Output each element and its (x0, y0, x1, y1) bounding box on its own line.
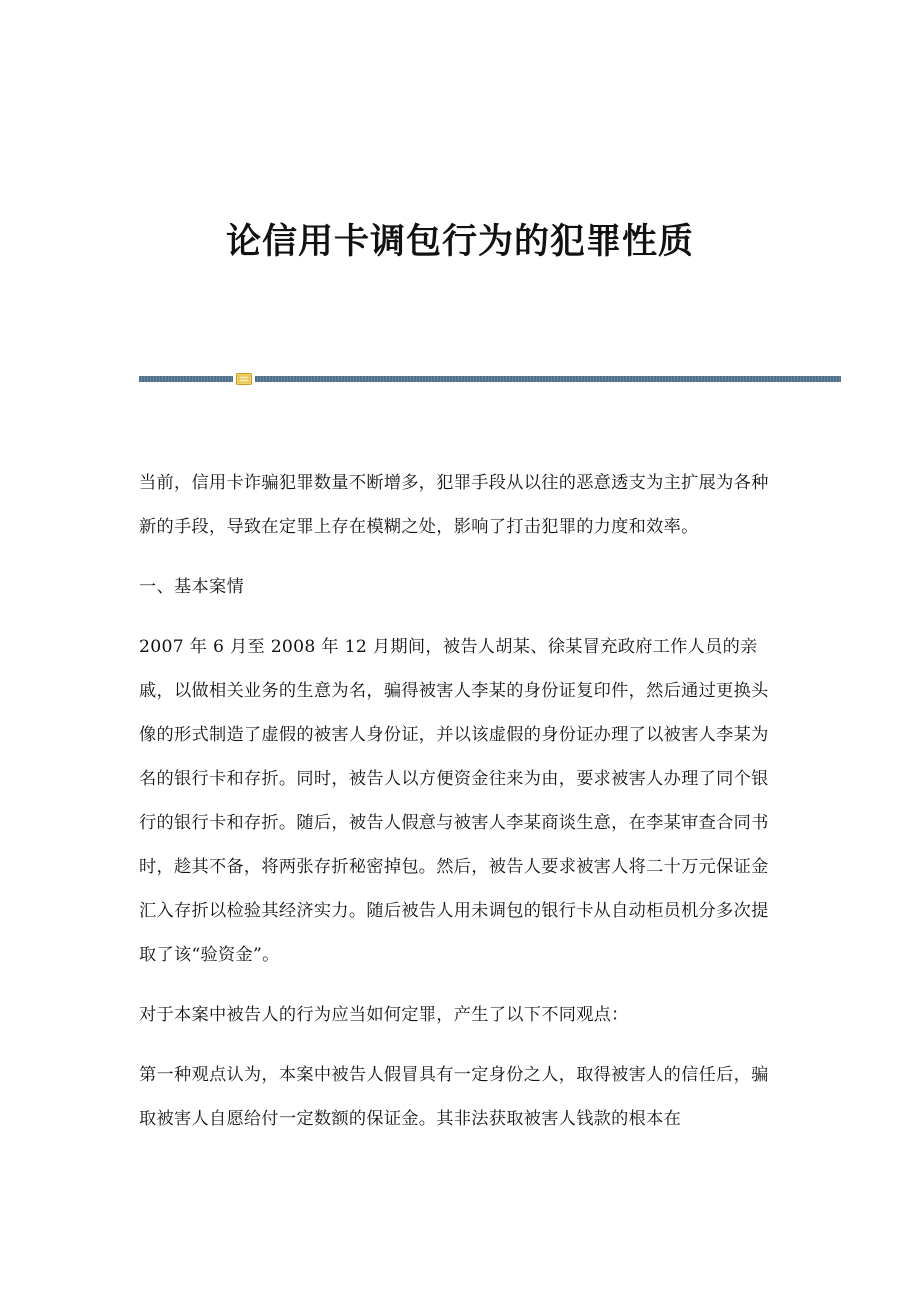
question-paragraph: 对于本案中被告人的行为应当如何定罪，产生了以下不同观点： (139, 1005, 629, 1025)
divider-bar-left (139, 376, 233, 382)
first-view-paragraph: 第一种观点认为，本案中被告人假冒具有一定身份之人，取得被害人的信任后，骗取被害人自愿给付一定数额的保证金。其非法获取被害人钱款的根本在 (139, 1065, 769, 1129)
divider-ornament-icon (236, 373, 252, 385)
divider-bar-right (255, 376, 841, 382)
document-title: 论信用卡调包行为的犯罪性质 (225, 221, 694, 262)
section-heading: 一、基本案情 (139, 577, 244, 597)
case-paragraph: 2007 年 6 月至 2008 年 12 月期间，被告人胡某、徐某冒充政府工作人员的亲戚，以做相关业务的生意为名，骗得被害人李某的身份证复印件，然后通过更换头像的形式制造了虚假的被害人身份证，并以该虚假的身份证办理了以被害人李某为名的银行卡和存折。同时，被告人以方便资金往来为由，要求被害人办理了同个银行的银行卡和存折。随后，被告人假意与被害人李某商谈生意，在李某审查合同书时，趁其不备，将两张存折秘密掉包。然后，被告人要求被害人将二十万元保证金汇入存折以检验其经济实力。随后被告人用未调包的银行卡从自动柜员机分多次提取了该“验资金”。 (139, 637, 769, 965)
intro-paragraph: 当前，信用卡诈骗犯罪数量不断增多，犯罪手段从以往的恶意透支为主扩展为各种新的手段，导致在定罪上存在模糊之处，影响了打击犯罪的力度和效率。 (139, 473, 769, 537)
title-divider (139, 375, 841, 383)
document-body (139, 461, 775, 1157)
